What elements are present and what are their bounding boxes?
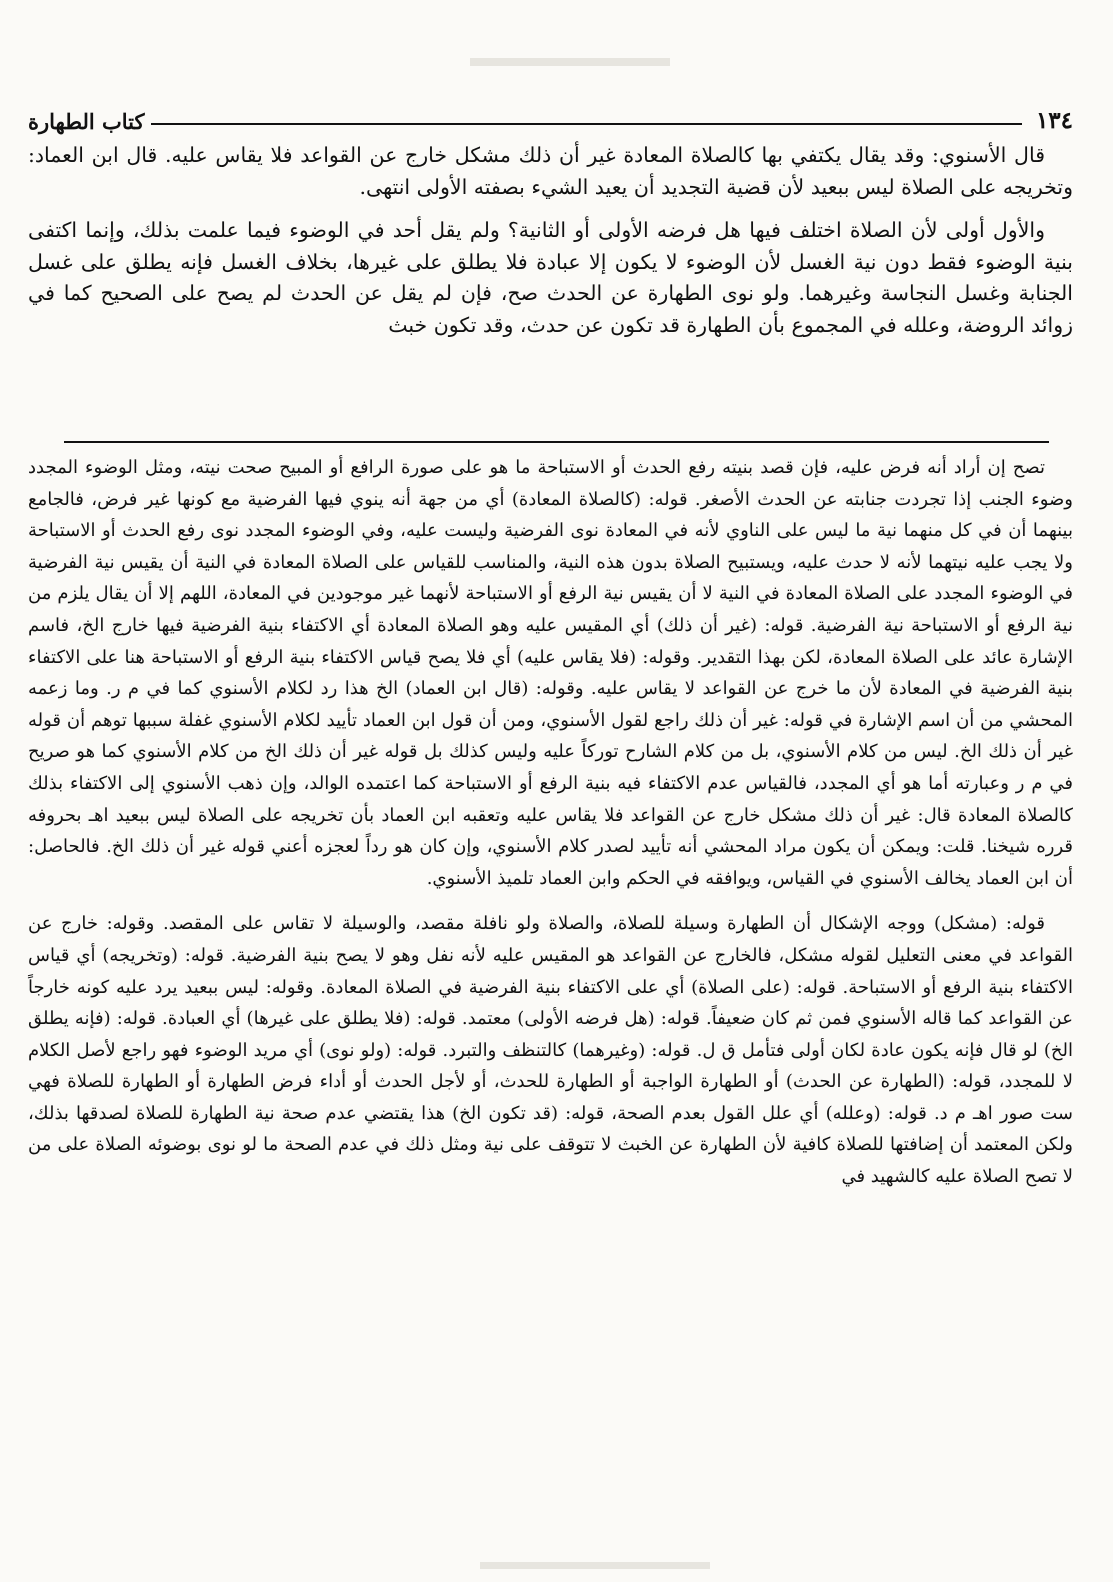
- section-divider: [64, 441, 1049, 443]
- main-text: [28, 140, 1073, 353]
- scan-artifact-top: [470, 58, 670, 66]
- scan-artifact-bottom: [480, 1562, 710, 1569]
- commentary-text: [28, 452, 1073, 1207]
- page-header: [28, 100, 1073, 134]
- book-title: كتاب الطهارة: [28, 109, 145, 134]
- header-rule: [151, 123, 1022, 125]
- commentary-paragraph: قوله: (مشكل) ووجه الإشكال أن الطهارة وسيلة للصلاة، والصلاة ولو نافلة مقصد، والوسيلة لا تقاس على المقصد. وقوله: خارج عن القواعد في معنى التعليل لقوله مشكل، فالخارج عن القواعد هو المقيس عليه لأنه نفل وهو لا يصح بنية الفرضية. قوله: (وتخريجه) أي قياس الاكتفاء بنية الرفع أو الاستباحة. قوله: (على الصلاة) أي على الاكتفاء بنية الفرضية في الصلاة المعادة. وقوله: ليس ببعيد يرد عليه كونه خارجاً عن القواعد كما قاله الأسنوي فمن ثم كان ضعيفاً. قوله: (هل فرضه الأولى) معتمد. قوله: (فلا يطلق على غيرها) أي العبادة. قوله: (فإنه يطلق الخ) لو قال فإنه يكون عادة لكان أولى فتأمل ق ل. قوله: (وغيرهما) كالتنظف والتبرد. قوله: (ولو نوى) أي مريد الوضوء فهو راجع لأصل الكلام لا للمجدد، قوله: (الطهارة عن الحدث) أو الطهارة الواجبة أو الطهارة للحدث، أو لأجل الحدث أو أداء فرض الطهارة أو الطهارة للصلاة فهي ست صور اهـ م د. قوله: (وعلله) أي علل القول بعدم الصحة، قوله: (قد تكون الخ) هذا يقتضي عدم صحة نية الطهارة للصلاة لصدقها بذلك، ولكن المعتمد أن إضافتها للصلاة كافية لأن الطهارة عن الخبث لا تتوقف على نية ومثل ذلك في عدم الصحة ما لو نوى بوضوئه الصلاة على من لا تصح الصلاة عليه كالشهيد في: [28, 913, 1073, 1188]
- main-paragraph: والأول أولى لأن الصلاة اختلف فيها هل فرضه الأولى أو الثانية؟ ولم يقل أحد في الوضوء فيما علمت بذلك، وإنما اكتفى بنية الوضوء فقط دون نية الغسل لأن الوضوء لا يكون إلا عبادة فلا يطلق على غيرها، بخلاف الغسل فإنه يطلق على غسل الجنابة وغسل النجاسة وغيرهما. ولو نوى الطهارة عن الحدث صح، فإن لم يقل عن الحدث لم يصح على الصحيح كما في زوائد الروضة، وعلله في المجموع بأن الطهارة قد تكون عن حدث، وقد تكون خبث: [28, 218, 1073, 337]
- commentary-paragraph: تصح إن أراد أنه فرض عليه، فإن قصد بنيته رفع الحدث أو الاستباحة ما هو على صورة الرافع أو المبيح صحت نيته، ومثل الوضوء المجدد وضوء الجنب إذا تجردت جنابته عن الحدث الأصغر. قوله: (كالصلاة المعادة) أي من جهة أنه ينوي فيها الفرضية مع كونها غير فرض، فالجامع بينهما أن في كل منهما نية ما ليس على الناوي لأنه في المعادة نوى الفرضية وليست عليه، وفي الوضوء المجدد نوى رفع الحدث أو الاستباحة ولا يجب عليه نيتهما لأنه لا حدث عليه، ويستبيح الصلاة بدون هذه النية، والمناسب للقياس على الصلاة المعادة في النية أن يقيس نية الفرضية في الوضوء المجدد على الصلاة المعادة في النية لا أن يقيس نية الرفع أو الاستباحة لأنهما غير موجودين في المعادة، اللهم إلا أن يقال يلزم من نية الرفع أو الاستباحة نية الفرضية. قوله: (غير أن ذلك) أي المقيس عليه وهو الصلاة المعادة أي الاكتفاء بنية الفرضية فيها خارج الخ، فاسم الإشارة عائد على الصلاة المعادة، لكن بهذا التقدير. وقوله: (فلا يقاس عليه) أي فلا يصح قياس الاكتفاء بنية الرفع أو الاستباحة هنا على الاكتفاء بنية الفرضية في المعادة لأن ما خرج عن القواعد لا يقاس عليه. وقوله: (قال ابن العماد) الخ هذا رد لكلام الأسنوي كما في م ر. وما زعمه المحشي من أن اسم الإشارة في قوله: غير أن ذلك راجع لقول الأسنوي، ومن أن قول ابن العماد تأييد لكلام الأسنوي غفلة سببها توهم أن قوله غير أن ذلك الخ. ليس من كلام الأسنوي، بل من كلام الشارح توركاً عليه وليس كذلك بل قوله غير أن ذلك الخ من كلام الأسنوي كما هو صريح في م ر وعبارته أما هو أي المجدد، فالقياس عدم الاكتفاء فيه بنية الرفع أو الاستباحة كما اعتمده الوالد، وإن ذهب الأسنوي إلى الاكتفاء بذلك كالصلاة المعادة قال: غير أن ذلك مشكل خارج عن القواعد فلا يقاس عليه وتعقبه ابن العماد بأن تخريجه على الصلاة ليس ببعيد اهـ بحروفه قرره شيخنا. قلت: ويمكن أن يكون مراد المحشي أنه تأييد لصدر كلام الأسنوي، وإن كان هو رداً لعجزه أعني قوله غير أن ذلك الخ. فالحاصل: أن ابن العماد يخالف الأسنوي في القياس، ويوافقه في الحكم وابن العماد تلميذ الأسنوي.: [28, 457, 1073, 889]
- main-paragraph: قال الأسنوي: وقد يقال يكتفي بها كالصلاة المعادة غير أن ذلك مشكل خارج عن القواعد فلا يقاس عليه. قال ابن العماد: وتخريجه على الصلاة ليس ببعيد لأن قضية التجديد أن يعيد الشيء بصفته الأولى انتهى.: [28, 143, 1073, 199]
- page-number: ١٣٤: [1035, 107, 1073, 134]
